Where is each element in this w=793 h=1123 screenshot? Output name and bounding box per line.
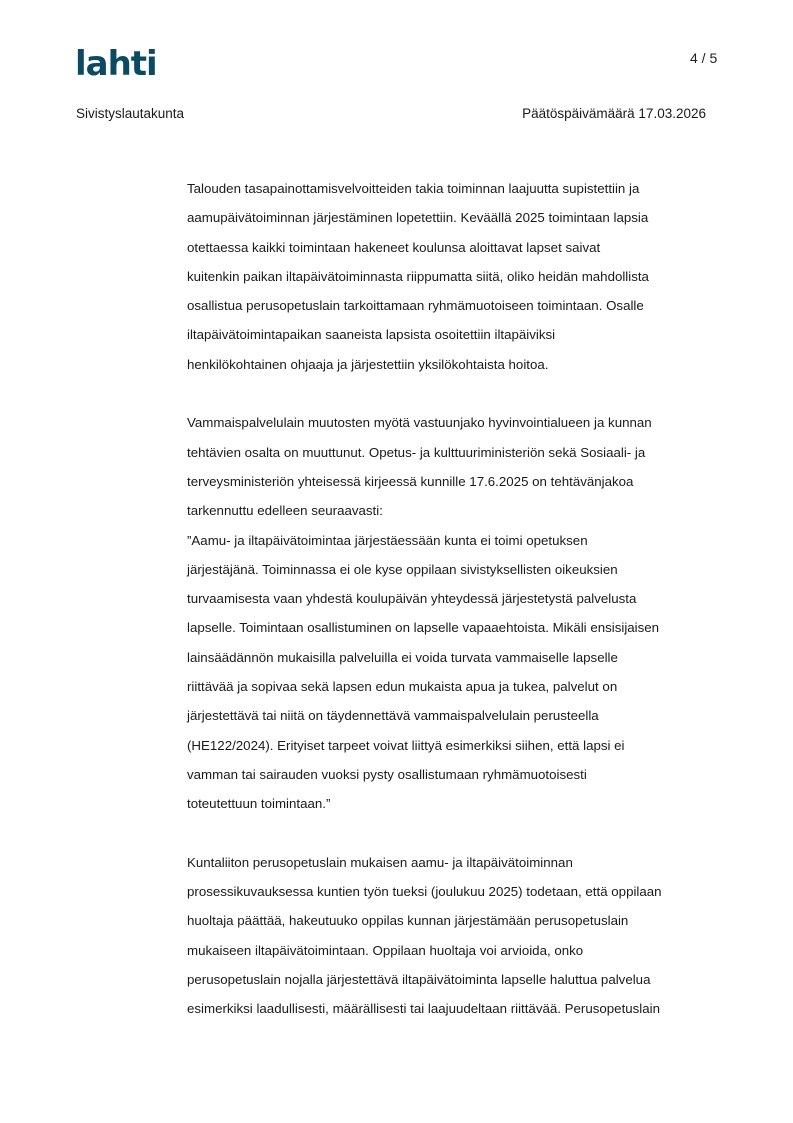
paragraph-gap [187, 819, 727, 848]
text-line: tarkennuttu edelleen seuraavasti: [187, 503, 383, 519]
page-number: 4 / 5 [690, 50, 718, 66]
text-line: tehtävien osalta on muuttunut. Opetus- ja kulttuuriministeriön sekä Sosiaali- ja [187, 444, 646, 460]
text-line: perusopetuslain nojalla järjestettävä iltapäivätoiminta lapselle haluttua palvelua [187, 972, 651, 988]
text-line: Vammaispalvelulain muutosten myötä vastuunjako hyvinvointialueen ja kunnan [187, 415, 652, 431]
text-line: terveysministeriön yhteisessä kirjeessä kunnille 17.6.2025 on tehtävänjakoa [187, 473, 634, 489]
decision-date: Päätöspäivämäärä 17.03.2026 [522, 106, 706, 121]
text-line: esimerkiksi laadullisesti, määrällisesti tai laajuudeltaan riittävää. Perusopetuslain [187, 1001, 661, 1017]
lahti-logo: lahti [75, 44, 157, 84]
text-line: kuitenkin paikan iltapäivätoiminnasta riippumatta siitä, oliko heidän mahdollista [187, 268, 649, 284]
text-line: Kuntaliiton perusopetuslain mukaisen aamu- ja iltapäivätoiminnan [187, 854, 573, 870]
text-line: prosessikuvauksessa kuntien työn tueksi (joulukuu 2025) todetaan, että oppilaan [187, 884, 662, 900]
text-line: mukaiseen iltapäivätoimintaan. Oppilaan huoltaja voi arvioida, onko [187, 942, 584, 958]
quote-line: vamman tai sairauden vuoksi pysty osallistumaan ryhmämuotoisesti [187, 766, 587, 782]
text-line: huoltaja päättää, hakeutuuko oppilas kunnan järjestämään perusopetuslain [187, 913, 629, 929]
quote-line: järjestäjänä. Toiminnassa ei ole kyse oppilaan sivistyksellisten oikeuksien [187, 561, 618, 577]
paragraph-2 [187, 408, 727, 818]
quote-line: lainsäädännön mukaisilla palveluilla ei voida turvata vammaiselle lapselle [187, 649, 618, 665]
text-line: aamupäivätoiminnan järjestäminen lopetettiin. Keväällä 2025 toimintaan lapsia [187, 210, 649, 226]
text-line: otettaessa kaikki toimintaan hakeneet koulunsa aloittavat lapset saivat [187, 239, 601, 255]
text-line: iltapäivätoimintapaikan saaneista lapsista osoitettiin iltapäiviksi [187, 327, 556, 343]
quote-line: turvaamisesta vaan yhdestä koulupäivän yhteydessä järjestetystä palvelusta [187, 591, 637, 607]
text-line: osallistua perusopetuslain tarkoittamaan ryhmämuotoiseen toimintaan. Osalle [187, 298, 644, 314]
quote-line: (HE122/2024). Erityiset tarpeet voivat liittyä esimerkiksi siihen, että lapsi ei [187, 737, 625, 753]
quote-line: toteutettuun toimintaan.” [187, 796, 331, 812]
text-line: Talouden tasapainottamisvelvoitteiden takia toiminnan laajuutta supistettiin ja [187, 181, 640, 196]
quote-line: lapselle. Toimintaan osallistuminen on lapselle vapaaehtoista. Mikäli ensisijaisen [187, 620, 660, 636]
paragraph-1 [187, 174, 727, 379]
paragraph-3 [187, 848, 727, 1024]
document-body [187, 174, 727, 1024]
text-line: henkilökohtainen ohjaaja ja järjestettiin yksilökohtaista hoitoa. [187, 356, 549, 372]
quote-line: riittävää ja sopivaa sekä lapsen edun mukaista apua ja tukea, palvelut on [187, 679, 618, 695]
paragraph-gap [187, 379, 727, 408]
quote-line: järjestettävä tai niitä on täydennettävä vammaispalvelulain perusteella [187, 708, 599, 724]
quote-line: ”Aamu- ja iltapäivätoimintaa järjestäessään kunta ei toimi opetuksen [187, 532, 588, 548]
committee-name: Sivistyslautakunta [76, 106, 185, 121]
